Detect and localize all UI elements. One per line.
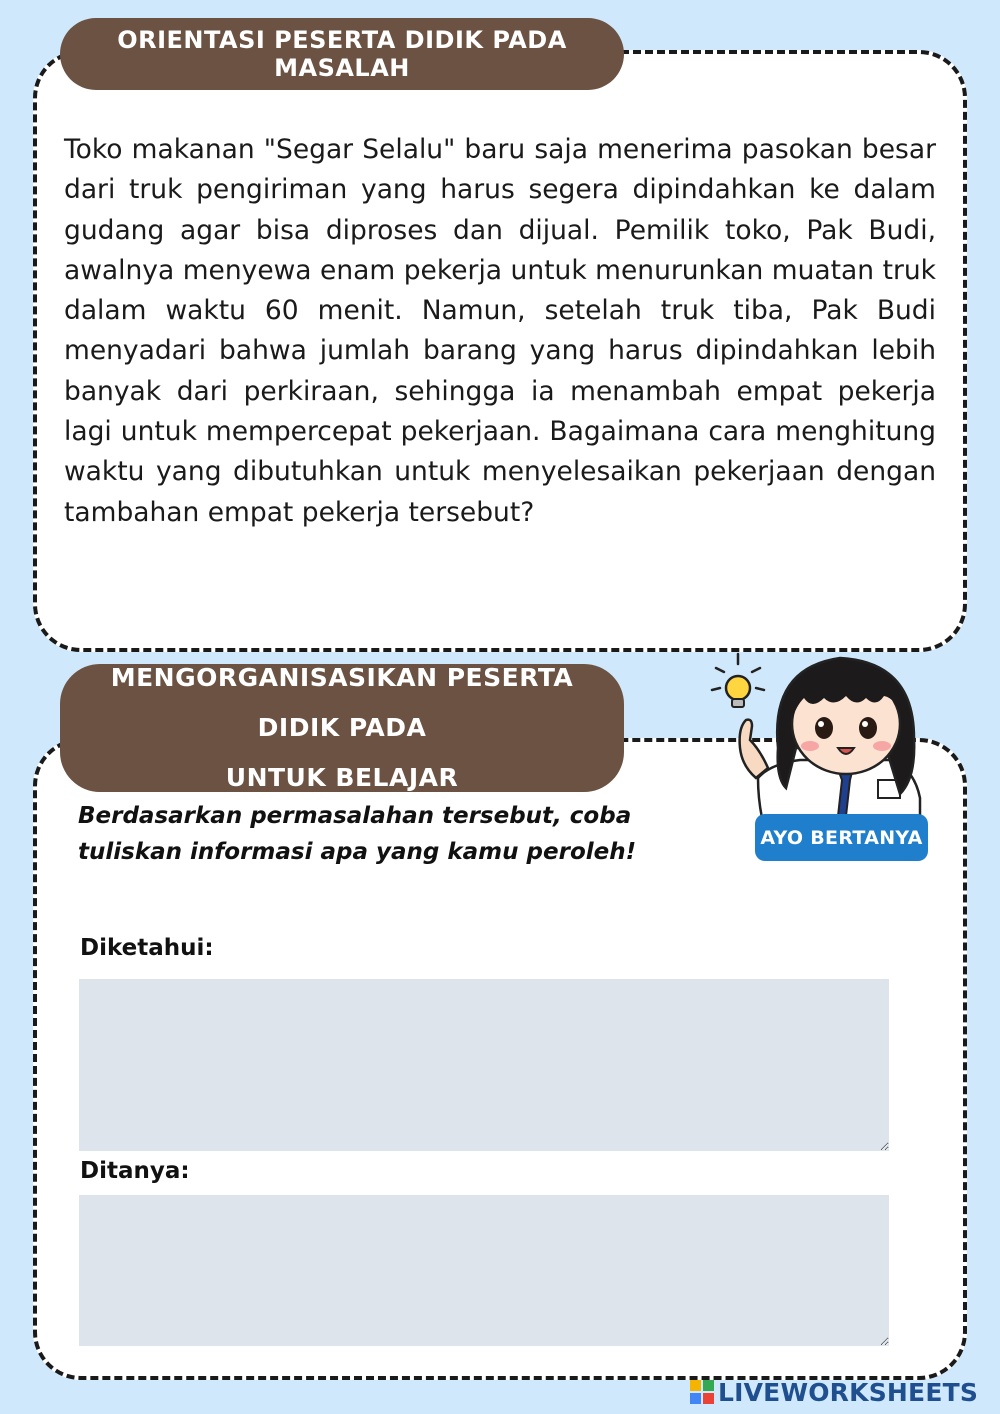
known-label: Diketahui: <box>80 935 214 961</box>
asked-answer-box[interactable] <box>79 1195 889 1346</box>
asked-label: Ditanya: <box>80 1158 190 1184</box>
student-girl-pointing-icon <box>700 628 940 818</box>
liveworksheets-mark-icon <box>690 1380 714 1404</box>
instruction-text: Berdasarkan permasalahan tersebut, coba tuliskan informasi apa yang kamu peroleh! <box>78 803 637 865</box>
section1-title: ORIENTASI PESERTA DIDIK PADA MASALAH <box>60 18 624 90</box>
section2-title <box>60 664 624 792</box>
section2-title-line1: MENGORGANISASIKAN PESERTA DIDIK PADA <box>110 663 574 742</box>
lightbulb-icon <box>712 654 764 707</box>
liveworksheets-logo <box>690 1374 978 1410</box>
section2-title-line2: UNTUK BELAJAR <box>225 763 459 792</box>
liveworksheets-brand: LIVEWORKSHEETS <box>718 1377 979 1407</box>
problem-text: Toko makanan "Segar Selalu" baru saja menerima pasokan besar dari truk pengiriman yang harus segera dipindahkan ke dalam gudang agar bisa diproses dan dijual. Pemilik toko, Pak Budi, awalnya menyewa enam pekerja untuk menurunkan muatan truk dalam waktu 60 menit. Namun, setelah truk tiba, Pak Budi menyadari bahwa jumlah barang yang harus dipindahkan lebih banyak dari perkiraan, sehingga ia menambah empat pekerja lagi untuk mempercepat pekerjaan. Bagaimana cara menghitung waktu yang dibutuhkan untuk menyelesaikan pekerjaan dengan tambahan empat pekerja tersebut? <box>64 134 936 528</box>
ayo-bertanya-badge: AYO BERTANYA <box>755 814 928 861</box>
known-answer-box[interactable] <box>79 979 889 1151</box>
